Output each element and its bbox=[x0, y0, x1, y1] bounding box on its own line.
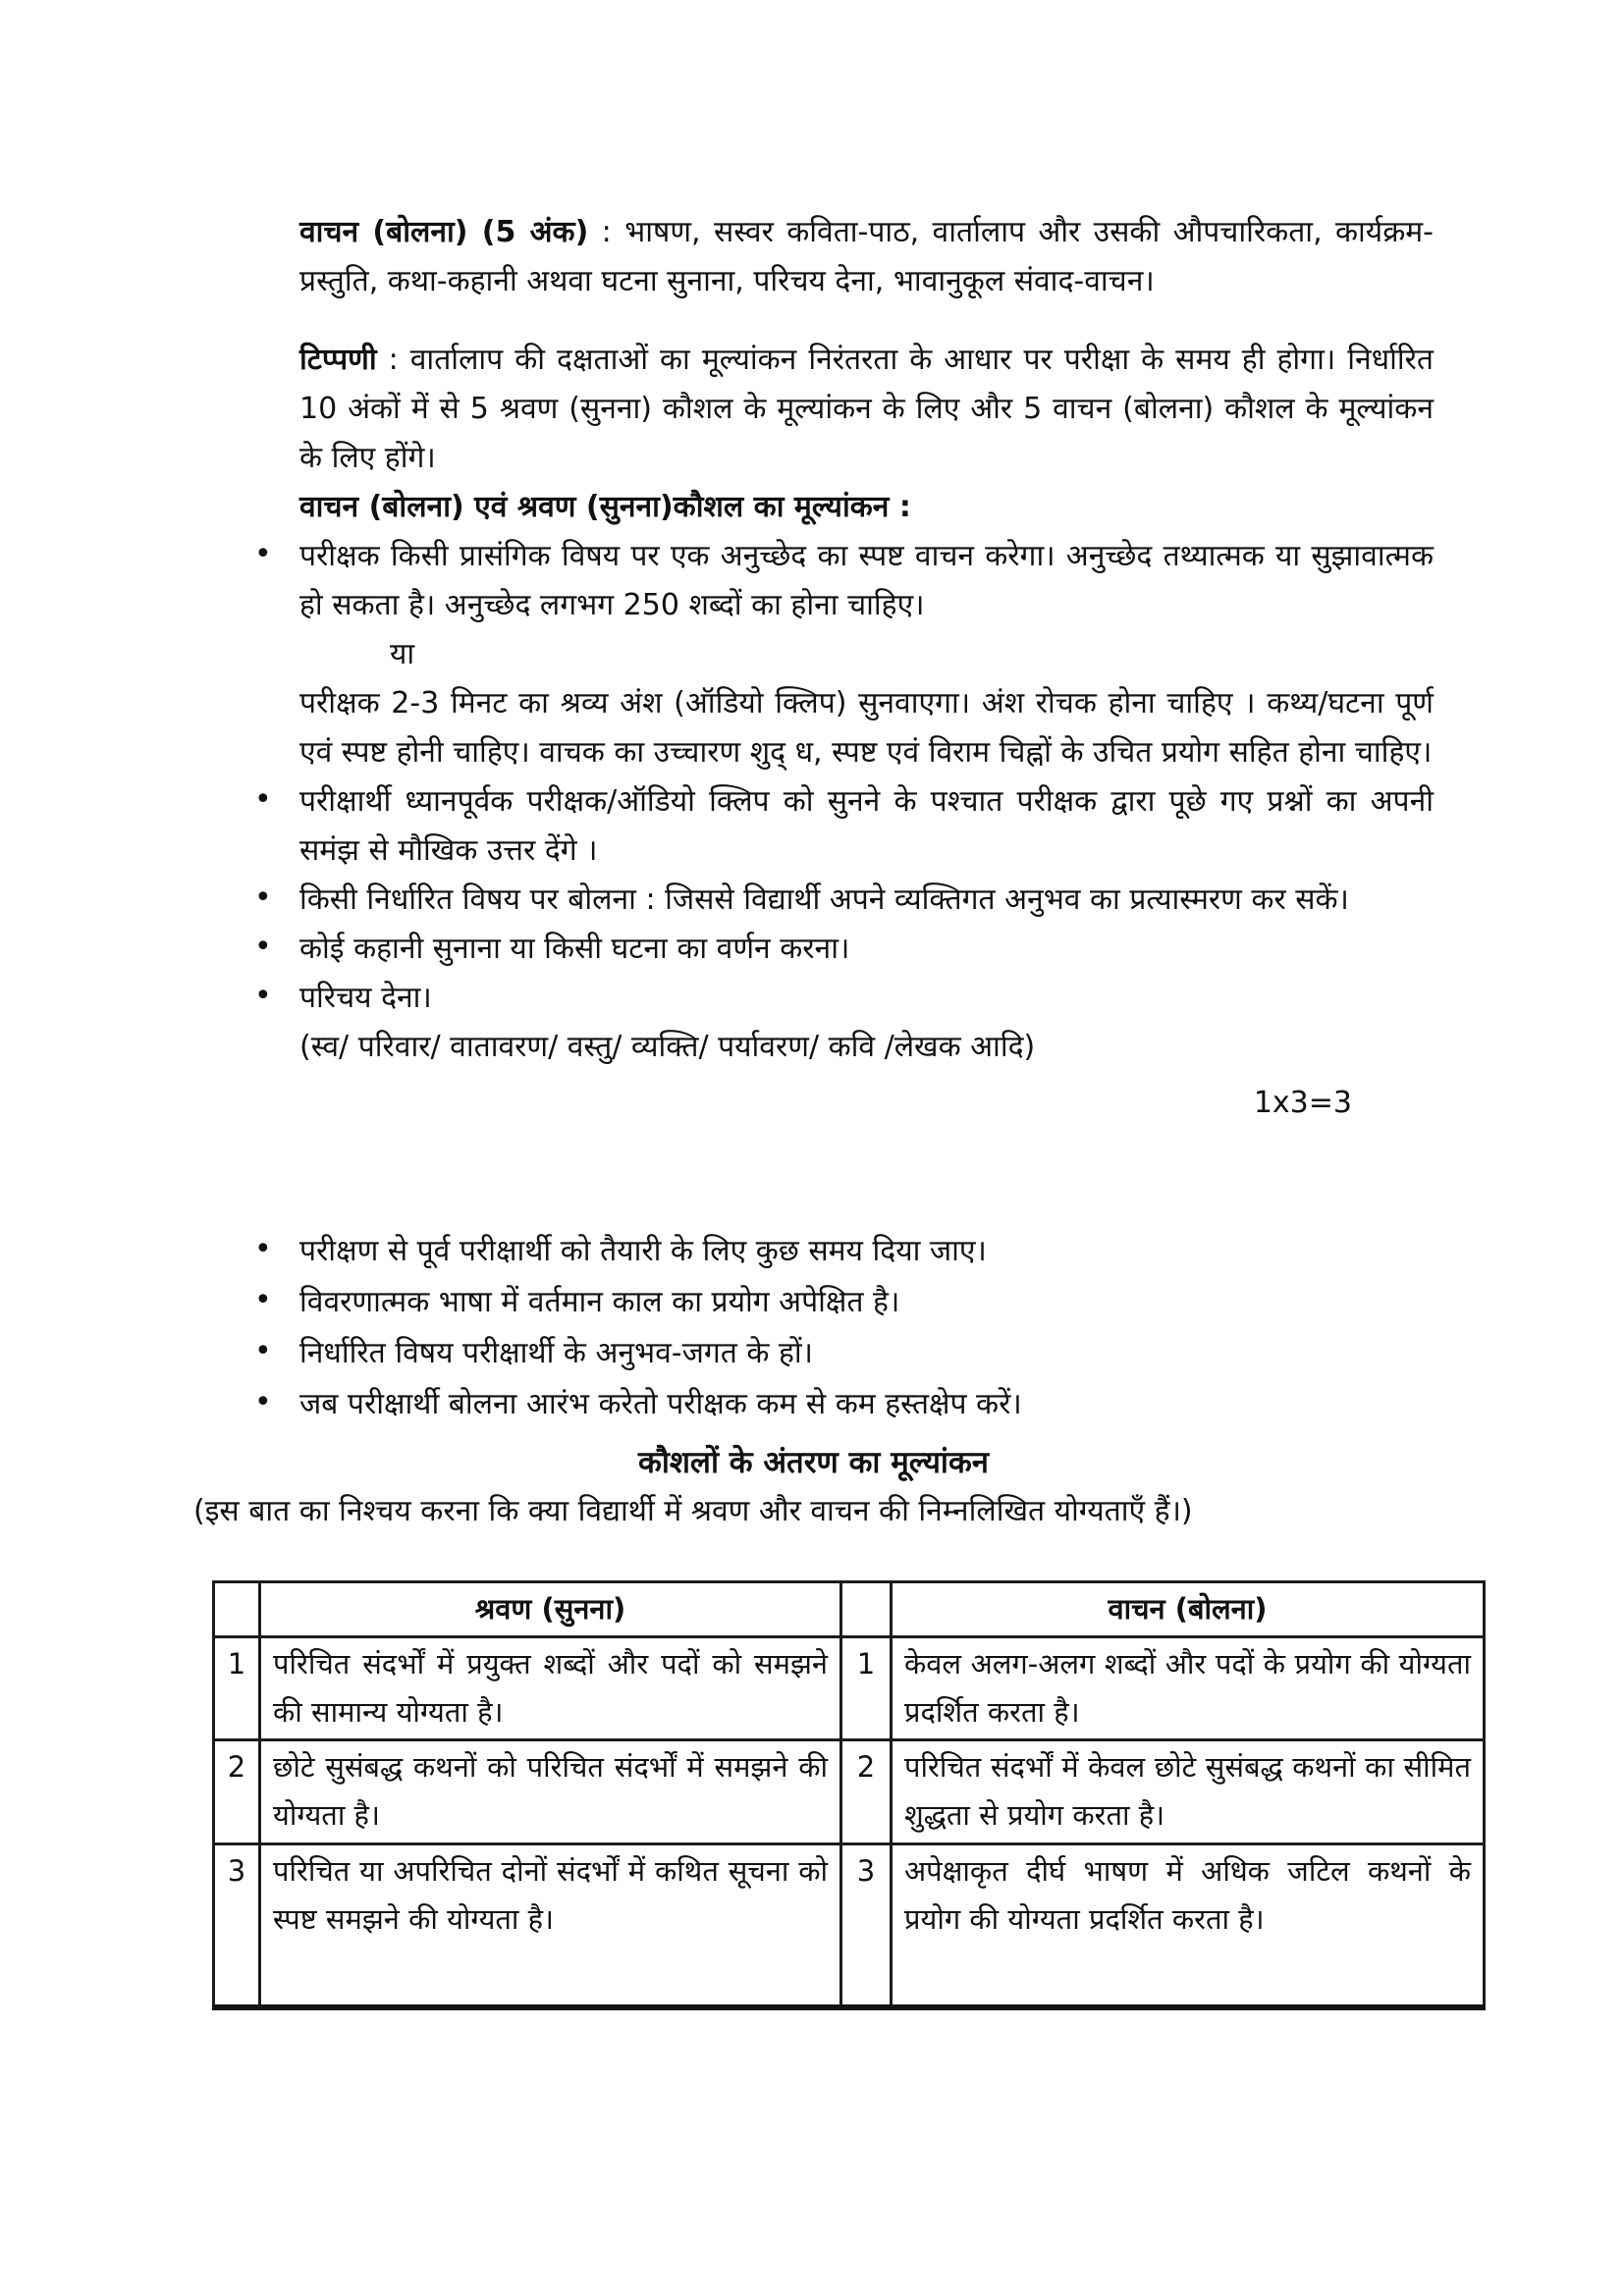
evaluation-bullet-list bbox=[193, 532, 1434, 1072]
list-item bbox=[252, 1328, 1434, 1379]
note-paragraph bbox=[299, 336, 1434, 483]
bullet-text: विवरणात्मक भाषा में वर्तमान काल का प्रयोग अपेक्षित है। bbox=[299, 1285, 900, 1319]
marks-scheme: 1x3=3 bbox=[1253, 1086, 1352, 1120]
introduction-topics-note: (स्व/ परिवार/ वातावरण/ वस्तु/ व्यक्ति/ पर्यावरण/ कवि /लेखक आदि) bbox=[299, 1030, 1036, 1064]
speaking-cell: परिचित संदर्भों में केवल छोटे सुसंबद्ध कथनों का सीमित शुद्धता से प्रयोग करता है। bbox=[892, 1740, 1485, 1844]
bullet-text: किसी निर्धारित विषय पर बोलना : जिससे विद्यार्थी अपने व्यक्तिगत अनुभव का प्रत्यास्मरण कर सकें। bbox=[299, 882, 1349, 917]
eval-skills-heading: वाचन (बोलना) एवं श्रवण (सुनना)कौशल का मूल्यांकन : bbox=[299, 490, 911, 524]
list-item bbox=[252, 876, 1434, 925]
intro-body: : भाषण, सस्वर कविता-पाठ, वार्तालाप और उसकी औपचारिकता, कार्यक्रम-प्रस्तुति, कथा-कहानी अथवा घटना सुनाना, परिचय देना, भावानुकूल संवाद-वाचन। bbox=[299, 215, 1434, 298]
bullet-icon: • bbox=[254, 1334, 272, 1368]
bullet-icon: • bbox=[254, 979, 272, 1013]
bullet-text: परिचय देना। bbox=[299, 981, 432, 1015]
bullet-alt-text: परीक्षक 2-3 मिनट का श्रव्य अंश (ऑडियो क्लिप) सुनवाएगा। अंश रोचक होना चाहिए । कथ्य/घटना पूर्ण एवं स्पष्ट होनी चाहिए। वाचक का उच्चारण शुद् ध, स्पष्ट एवं विराम चिह्नों के उचित प्रयोग सहित होना चाहिए। bbox=[299, 686, 1434, 770]
note-lead: टिप्पणी bbox=[299, 343, 377, 377]
speaking-column-header: वाचन (बोलना) bbox=[892, 1582, 1485, 1637]
list-item bbox=[252, 532, 1434, 777]
skills-transfer-heading: कौशलों के अंतरण का मूल्यांकन bbox=[638, 1445, 989, 1480]
list-item bbox=[252, 777, 1434, 876]
row-number: 3 bbox=[841, 1844, 892, 2008]
list-item bbox=[252, 1379, 1434, 1430]
listening-cell: परिचित संदर्भों में प्रयुक्त शब्दों और पदों को समझने की सामान्य योग्यता है। bbox=[260, 1637, 841, 1740]
bullet-icon: • bbox=[254, 537, 272, 571]
table-row bbox=[214, 1637, 1485, 1740]
intro-paragraph bbox=[299, 208, 1434, 306]
bullet-text: परीक्षक किसी प्रासंगिक विषय पर एक अनुच्छेद का स्पष्ट वाचन करेगा। अनुच्छेद तथ्यात्मक या सुझावात्मक हो सकता है। अनुच्छेद लगभग 250 शब्दों का होना चाहिए। bbox=[299, 539, 1434, 622]
list-item bbox=[252, 974, 1434, 1072]
speaking-cell: अपेक्षाकृत दीर्घ भाषण में अधिक जटिल कथनों के प्रयोग की योग्यता प्रदर्शित करता है। bbox=[892, 1844, 1485, 2008]
speaking-cell: केवल अलग-अलग शब्दों और पदों के प्रयोग की योग्यता प्रदर्शित करता है। bbox=[892, 1637, 1485, 1740]
bullet-icon: • bbox=[254, 1283, 272, 1317]
bullet-text: कोई कहानी सुनाना या किसी घटना का वर्णन करना। bbox=[299, 932, 850, 966]
table-header-row bbox=[214, 1582, 1485, 1637]
listening-column-header: श्रवण (सुनना) bbox=[260, 1582, 841, 1637]
listening-cell: परिचित या अपरिचित दोनों संदर्भों में कथित सूचना को स्पष्ट समझने की योग्यता है। bbox=[260, 1844, 841, 2008]
table-row bbox=[214, 1740, 1485, 1844]
row-number: 2 bbox=[841, 1740, 892, 1844]
bullet-text: परीक्षार्थी ध्यानपूर्वक परीक्षक/ऑडियो क्लिप को सुनने के पश्चात परीक्षक द्वारा पूछे गए प्रश्नों का अपनी समंझ से मौखिक उत्तर देंगे । bbox=[299, 784, 1434, 868]
bullet-icon: • bbox=[254, 1232, 272, 1266]
skills-assessment-table bbox=[212, 1580, 1486, 2010]
bullet-icon: • bbox=[254, 881, 272, 915]
table-row bbox=[214, 1844, 1485, 2008]
bullet-icon: • bbox=[254, 930, 272, 964]
bullet-text: निर्धारित विषय परीक्षार्थी के अनुभव-जगत के हों। bbox=[299, 1336, 814, 1370]
skills-transfer-subtitle: (इस बात का निश्चय करना कि क्या विद्यार्थी में श्रवण और वाचन की निम्नलिखित योग्यताएँ हैं।) bbox=[193, 1494, 1193, 1528]
row-number: 2 bbox=[214, 1740, 260, 1844]
list-item bbox=[252, 925, 1434, 974]
bullet-icon: • bbox=[254, 782, 272, 817]
bullet-text: परीक्षण से पूर्व परीक्षार्थी को तैयारी के लिए कुछ समय दिया जाए। bbox=[299, 1234, 987, 1268]
note-body: : वार्तालाप की दक्षताओं का मूल्यांकन निरंतरता के आधार पर परीक्षा के समय ही होगा। निर्धारित 10 अंकों में से 5 श्रवण (सुनना) कौशल के मूल्यांकन के लिए और 5 वाचन (बोलना) कौशल के मूल्यांकन के लिए होंगे। bbox=[299, 343, 1434, 475]
intro-lead: वाचन (बोलना) (5 अंक) bbox=[299, 215, 589, 249]
serial-header-left bbox=[214, 1582, 260, 1637]
guidelines-bullet-list bbox=[193, 1226, 1434, 1430]
listening-cell: छोटे सुसंबद्ध कथनों को परिचित संदर्भों में समझने की योग्यता है। bbox=[260, 1740, 841, 1844]
list-item bbox=[252, 1277, 1434, 1328]
or-separator: या bbox=[390, 637, 415, 671]
bullet-text: जब परीक्षार्थी बोलना आरंभ करेतो परीक्षक कम से कम हस्तक्षेप करें। bbox=[299, 1387, 1022, 1421]
list-item bbox=[252, 1226, 1434, 1277]
row-number: 1 bbox=[214, 1637, 260, 1740]
row-number: 3 bbox=[214, 1844, 260, 2008]
row-number: 1 bbox=[841, 1637, 892, 1740]
serial-header-right bbox=[841, 1582, 892, 1637]
bullet-icon: • bbox=[254, 1385, 272, 1419]
